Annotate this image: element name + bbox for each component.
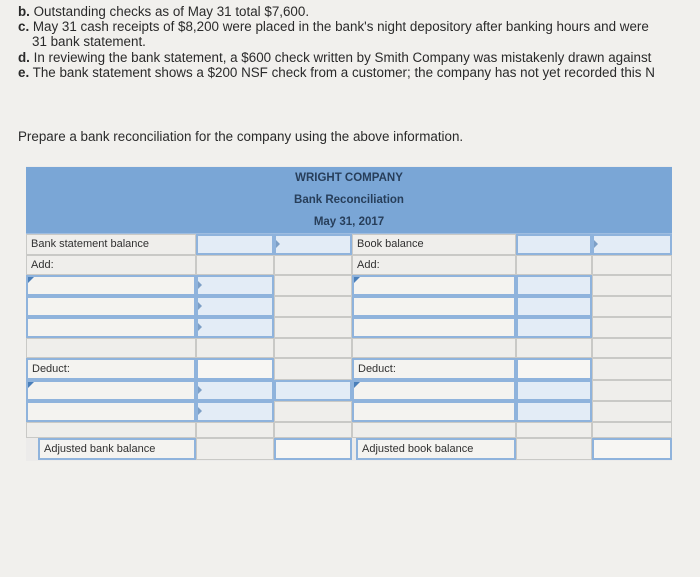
bank-reconciliation-sheet	[26, 166, 672, 461]
bank-deduct-amount-1[interactable]	[196, 380, 274, 401]
bank-balance-input-1[interactable]	[196, 234, 274, 255]
bank-add-total-2	[274, 296, 352, 317]
bank-add-total-1	[274, 275, 352, 296]
book-add-total-3	[592, 317, 672, 338]
book-add-item-1[interactable]	[352, 275, 516, 296]
spacer-cell	[352, 422, 516, 438]
spacer-cell	[196, 338, 274, 358]
adjusted-bank-balance-label[interactable]: Adjusted bank balance	[38, 438, 196, 460]
spacer-cell	[274, 422, 352, 438]
book-deduct-item-1[interactable]	[352, 380, 516, 401]
bank-deduct-item-1[interactable]	[26, 380, 196, 401]
sheet-title: Bank Reconciliation	[26, 189, 672, 212]
book-add-amount-1[interactable]	[516, 275, 592, 296]
bank-add-spacer-1	[196, 255, 274, 275]
sheet-date: May 31, 2017	[26, 211, 672, 234]
book-add-spacer-1	[516, 255, 592, 275]
adjusted-bank-spacer	[196, 438, 274, 460]
book-add-item-2[interactable]	[352, 296, 516, 317]
book-deduct-label[interactable]: Deduct:	[352, 358, 516, 380]
company-name: WRIGHT COMPANY	[26, 167, 672, 190]
item-c: c. May 31 cash receipts of $8,200 were placed in the bank's night depository after banking hours and were	[18, 19, 649, 35]
bank-add-item-1[interactable]	[26, 275, 196, 296]
bank-balance-input-2[interactable]	[274, 234, 352, 255]
bank-add-amount-1[interactable]	[196, 275, 274, 296]
book-balance-input-1[interactable]	[516, 234, 592, 255]
book-balance-input-2[interactable]	[592, 234, 672, 255]
bank-add-item-3[interactable]	[26, 317, 196, 338]
spacer-row	[26, 338, 196, 358]
book-deduct-amount-1[interactable]	[516, 380, 592, 401]
book-add-spacer-2	[592, 255, 672, 275]
bank-add-amount-2[interactable]	[196, 296, 274, 317]
bank-add-total-3	[274, 317, 352, 338]
bank-balance-label: Bank statement balance	[26, 234, 196, 255]
book-add-amount-3[interactable]	[516, 317, 592, 338]
adjusted-bank-balance-input[interactable]	[274, 438, 352, 460]
adjusted-book-spacer	[516, 438, 592, 460]
bank-add-amount-3[interactable]	[196, 317, 274, 338]
book-add-item-3[interactable]	[352, 317, 516, 338]
bank-add-spacer-2	[274, 255, 352, 275]
spacer-cell	[516, 338, 592, 358]
book-deduct-item-2[interactable]	[352, 401, 516, 422]
spacer-cell	[516, 422, 592, 438]
book-deduct-total-2	[592, 401, 672, 422]
spacer-cell	[592, 422, 672, 438]
item-b: b. Outstanding checks as of May 31 total $7,600.	[18, 4, 310, 19]
spacer-row	[26, 422, 196, 438]
bank-deduct-item-2[interactable]	[26, 401, 196, 422]
book-add-total-1	[592, 275, 672, 296]
spacer-cell	[352, 338, 516, 358]
book-balance-label: Book balance	[352, 234, 516, 255]
book-add-amount-2[interactable]	[516, 296, 592, 317]
bank-deduct-amount-0[interactable]	[196, 358, 274, 380]
spacer-cell	[196, 422, 274, 438]
bank-deduct-amount-2[interactable]	[196, 401, 274, 422]
spacer-cell	[274, 338, 352, 358]
book-deduct-amount-2[interactable]	[516, 401, 592, 422]
bank-deduct-total-0	[274, 358, 352, 380]
item-e: e. The bank statement shows a $200 NSF check from a customer; the company has not yet recorded this N	[18, 64, 655, 80]
bank-add-item-2[interactable]	[26, 296, 196, 317]
bank-deduct-label[interactable]: Deduct:	[26, 358, 196, 380]
book-deduct-total-1	[592, 380, 672, 401]
item-d: d. In reviewing the bank statement, a $600 check written by Smith Company was mistakenly drawn against	[18, 49, 652, 65]
adjusted-book-balance-input[interactable]	[592, 438, 672, 460]
bank-deduct-total-2	[274, 401, 352, 422]
book-add-total-2	[592, 296, 672, 317]
instruction: Prepare a bank reconciliation for the company using the above information.	[18, 129, 464, 144]
book-add-label: Add:	[352, 255, 516, 275]
adjusted-book-balance-label[interactable]: Adjusted book balance	[356, 438, 516, 460]
bank-deduct-total-1[interactable]	[274, 380, 352, 401]
book-deduct-total-0	[592, 358, 672, 380]
spacer-cell	[592, 338, 672, 358]
problem-text	[18, 4, 700, 80]
bank-add-label: Add:	[26, 255, 196, 275]
item-c-continued: 31 bank statement.	[32, 34, 146, 50]
book-deduct-amount-0[interactable]	[516, 358, 592, 380]
